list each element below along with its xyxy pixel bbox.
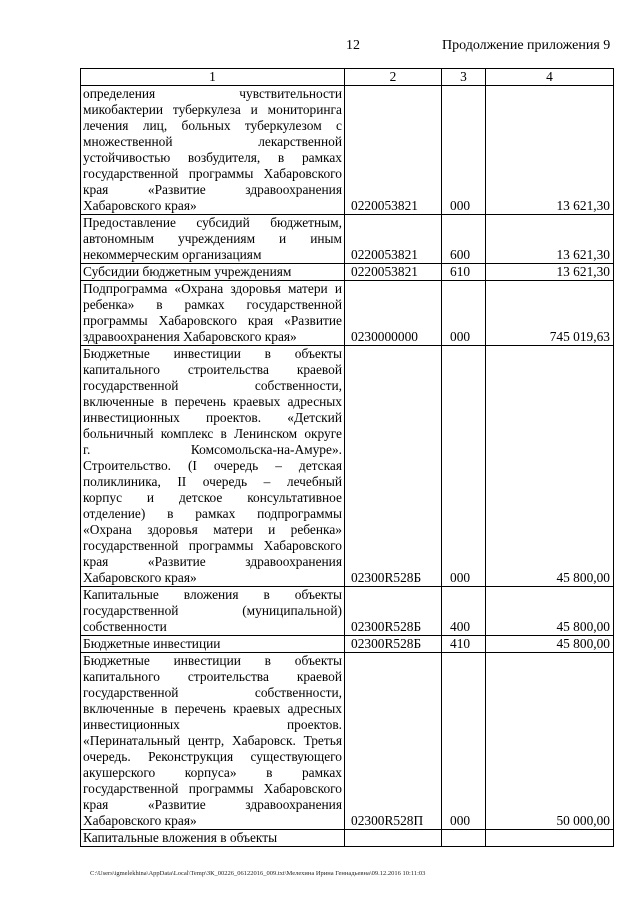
row-code: 02300R528П (345, 653, 442, 830)
description-line: капитального строительства краевой (83, 669, 342, 684)
budget-table (80, 68, 614, 847)
row-description (81, 653, 345, 830)
table-row (81, 86, 614, 215)
description-line: определения чувствительности (83, 86, 342, 101)
page-number: 12 (346, 38, 360, 53)
description-line: края «Развитие здравоохранения (83, 554, 342, 569)
description-line: края «Развитие здравоохранения (83, 797, 342, 812)
description-line: государственной (муниципальной) (83, 603, 342, 618)
column-header: 2 (345, 69, 442, 86)
row-description (81, 346, 345, 587)
row-amount: 13 621,30 (486, 86, 614, 215)
description-line: автономным учреждениям и иным (83, 231, 342, 246)
description-line: государственной программы Хабаровского (83, 166, 342, 181)
description-line: множественной лекарственной (83, 134, 342, 149)
row-amount: 45 800,00 (486, 587, 614, 636)
description-line: «Перинатальный центр, Хабаровск. Третья (83, 733, 342, 748)
table-row (81, 215, 614, 264)
description-line: отделение) в рамках подпрограммы (83, 506, 342, 521)
row-code (345, 830, 442, 847)
description-line: устойчивостью возбудителя, в рамках (83, 150, 342, 165)
description-line: «Охрана здоровья матери и ребенка» (83, 522, 342, 537)
description-line: Капитальные вложения в объекты (83, 830, 278, 845)
row-amount: 45 800,00 (486, 346, 614, 587)
description-line: здравоохранения Хабаровского края» (83, 329, 297, 344)
row-amount: 13 621,30 (486, 215, 614, 264)
description-line: государственной собственности, (83, 685, 342, 700)
description-line: Бюджетные инвестиции (83, 636, 221, 651)
description-line: Строительство. (I очередь – детская (83, 458, 342, 473)
row-description (81, 86, 345, 215)
table-row (81, 264, 614, 281)
table-row (81, 281, 614, 346)
row-type: 610 (442, 264, 486, 281)
column-header: 1 (81, 69, 345, 86)
row-type: 000 (442, 653, 486, 830)
row-code: 0220053821 (345, 264, 442, 281)
description-line: Субсидии бюджетным учреждениям (83, 264, 292, 279)
description-line: Подпрограмма «Охрана здоровья матери и (83, 281, 342, 296)
description-line: ребенка» в рамках государственной (83, 297, 342, 312)
column-header: 4 (486, 69, 614, 86)
row-description (81, 264, 345, 281)
row-code: 02300R528Б (345, 587, 442, 636)
row-type: 600 (442, 215, 486, 264)
description-line: Бюджетные инвестиции в объекты (83, 346, 342, 361)
description-line: включенные в перечень краевых адресных (83, 701, 342, 716)
description-line: Бюджетные инвестиции в объекты (83, 653, 342, 668)
description-line: государственной программы Хабаровского (83, 781, 342, 796)
row-amount: 50 000,00 (486, 653, 614, 830)
description-line: Хабаровского края» (83, 198, 197, 213)
description-line: корпус и детское консультативное (83, 490, 342, 505)
table-row (81, 636, 614, 653)
row-type: 000 (442, 281, 486, 346)
row-description (81, 830, 345, 847)
row-amount (486, 830, 614, 847)
row-code: 02300R528Б (345, 636, 442, 653)
row-code: 0220053821 (345, 86, 442, 215)
table-row (81, 587, 614, 636)
description-line: некоммерческим организациям (83, 247, 262, 262)
table-row (81, 346, 614, 587)
description-line: Капитальные вложения в объекты (83, 587, 342, 602)
row-description (81, 587, 345, 636)
description-line: микобактерии туберкулеза и мониторинга (83, 102, 342, 117)
row-code: 0230000000 (345, 281, 442, 346)
row-description (81, 215, 345, 264)
row-type: 000 (442, 346, 486, 587)
column-header: 3 (442, 69, 486, 86)
row-description (81, 281, 345, 346)
row-code: 0220053821 (345, 215, 442, 264)
description-line: собственности (83, 619, 167, 634)
continuation-label: Продолжение приложения 9 (442, 38, 611, 53)
description-line: Предоставление субсидий бюджетным, (83, 215, 342, 230)
file-path-footer: C:\Users\igmelekhina\AppData\Local\Temp\ЗК_00226_06122016_009.txt\Мелехина Ирина Геннадьевна\09.12.2016 10:11:03 (90, 870, 426, 877)
description-line: государственной программы Хабаровского (83, 538, 342, 553)
row-amount: 45 800,00 (486, 636, 614, 653)
description-line: края «Развитие здравоохранения (83, 182, 342, 197)
description-line: капитального строительства краевой (83, 362, 342, 377)
row-amount: 745 019,63 (486, 281, 614, 346)
description-line: включенные в перечень краевых адресных (83, 394, 342, 409)
description-line: акушерского корпуса» в рамках (83, 765, 342, 780)
description-line: больничный комплекс в Ленинском округе (83, 426, 342, 441)
row-type (442, 830, 486, 847)
row-code: 02300R528Б (345, 346, 442, 587)
row-description (81, 636, 345, 653)
description-line: Хабаровского края» (83, 813, 197, 828)
description-line: г. Комсомольска-на-Амуре». (83, 442, 342, 457)
description-line: поликлиника, II очередь – лечебный (83, 474, 342, 489)
description-line: очередь. Реконструкция существующего (83, 749, 342, 764)
table-row (81, 653, 614, 830)
row-type: 400 (442, 587, 486, 636)
description-line: лечения лиц, больных туберкулезом с (83, 118, 342, 133)
row-type: 000 (442, 86, 486, 215)
table-row (81, 830, 614, 847)
row-type: 410 (442, 636, 486, 653)
description-line: Хабаровского края» (83, 570, 197, 585)
row-amount: 13 621,30 (486, 264, 614, 281)
description-line: программы Хабаровского края «Развитие (83, 313, 342, 328)
description-line: инвестиционных проектов. «Детский (83, 410, 342, 425)
description-line: государственной собственности, (83, 378, 342, 393)
table-header-row (81, 69, 614, 86)
description-line: инвестиционных проектов. (83, 717, 342, 732)
